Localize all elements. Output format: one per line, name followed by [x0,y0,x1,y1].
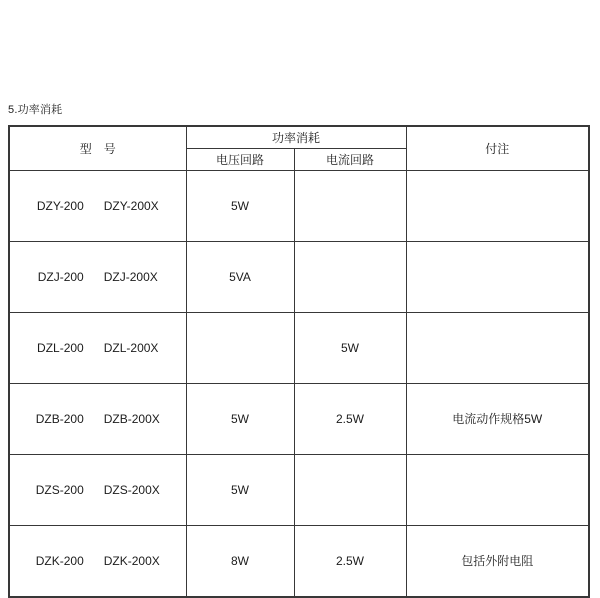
notes-cell [406,170,589,241]
model-pair [14,412,182,426]
notes-cell [406,454,589,525]
table-row [9,241,589,312]
model-name-variant: DZJ-200X [103,269,158,284]
model-name-variant: DZS-200X [103,482,160,497]
table-row [9,383,589,454]
col-header-power-group: 功率消耗 [186,126,406,148]
model-name: DZK-200 [35,553,84,568]
table-row [9,454,589,525]
model-pair [14,483,182,497]
current-circuit-cell: 2.5W [294,525,406,597]
voltage-circuit-cell: 5VA [186,241,294,312]
table-row [9,312,589,383]
section-title: 5.功率消耗 [8,104,63,116]
current-circuit-cell [294,241,406,312]
power-consumption-table [8,125,590,598]
notes-cell [406,312,589,383]
model-name: DZJ-200 [37,269,84,284]
model-cell [9,454,186,525]
model-name: DZL-200 [37,340,84,355]
current-circuit-cell: 2.5W [294,383,406,454]
voltage-circuit-cell: 5W [186,454,294,525]
model-name-variant: DZL-200X [103,340,159,355]
notes-cell [406,241,589,312]
current-circuit-cell [294,454,406,525]
col-header-voltage-circuit: 电压回路 [186,148,294,170]
table-row [9,170,589,241]
current-circuit-cell: 5W [294,312,406,383]
model-cell [9,312,186,383]
model-pair [14,554,182,568]
model-name-variant: DZB-200X [103,411,160,426]
col-header-notes: 付注 [406,126,589,170]
voltage-circuit-cell: 5W [186,170,294,241]
model-name-variant: DZY-200X [103,198,159,213]
voltage-circuit-cell: 5W [186,383,294,454]
model-pair [14,341,182,355]
voltage-circuit-cell [186,312,294,383]
current-circuit-cell [294,170,406,241]
table-row [9,525,589,597]
model-cell [9,383,186,454]
model-name-variant: DZK-200X [103,553,160,568]
notes-cell: 电流动作规格5W [406,383,589,454]
model-pair [14,199,182,213]
model-name: DZB-200 [35,411,84,426]
notes-cell: 包括外附电阻 [406,525,589,597]
model-cell [9,241,186,312]
model-cell [9,170,186,241]
model-name: DZY-200 [36,198,84,213]
model-name: DZS-200 [35,482,84,497]
col-header-model: 型 号 [9,126,186,170]
col-header-current-circuit: 电流回路 [294,148,406,170]
header-row-top [9,126,589,148]
model-cell [9,525,186,597]
voltage-circuit-cell: 8W [186,525,294,597]
model-pair [14,270,182,284]
